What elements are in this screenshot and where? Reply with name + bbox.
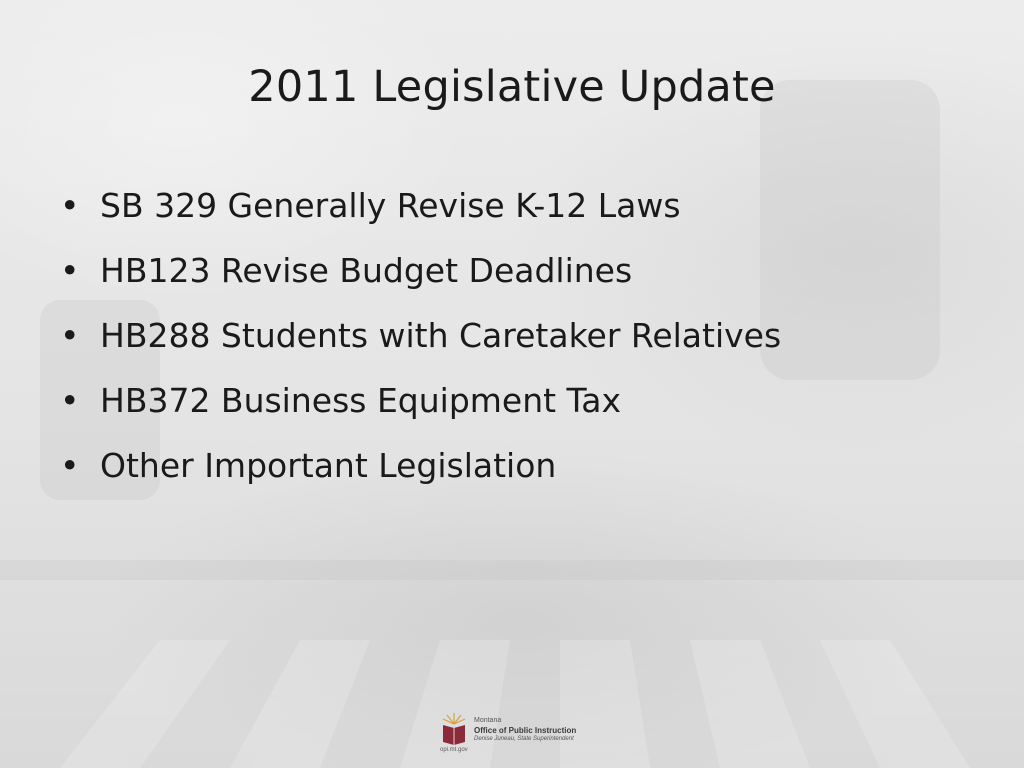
bullet-icon: • (60, 186, 80, 225)
bullet-text: Other Important Legislation (100, 446, 557, 485)
opi-logo (440, 712, 590, 758)
bullet-list (60, 186, 781, 511)
book-sunrise-icon (440, 712, 468, 746)
bullet-icon: • (60, 381, 80, 420)
list-item (60, 446, 781, 511)
bullet-text: HB123 Revise Budget Deadlines (100, 251, 633, 290)
logo-office: Office of Public Instruction (474, 726, 577, 735)
bullet-icon: • (60, 446, 80, 485)
bullet-text: HB288 Students with Caretaker Relatives (100, 316, 782, 355)
list-item (60, 251, 781, 316)
bullet-text: HB372 Business Equipment Tax (100, 381, 622, 420)
bullet-icon: • (60, 251, 80, 290)
list-item (60, 316, 781, 381)
list-item (60, 186, 781, 251)
slide-title: 2011 Legislative Update (248, 62, 776, 112)
logo-url: opi.mt.gov (440, 747, 468, 753)
bullet-text: SB 329 Generally Revise K-12 Laws (100, 186, 681, 225)
bullet-icon: • (60, 316, 80, 355)
list-item (60, 381, 781, 446)
logo-state: Montana (474, 717, 502, 724)
logo-superintendent: Denise Juneau, State Superintendent (474, 736, 574, 742)
